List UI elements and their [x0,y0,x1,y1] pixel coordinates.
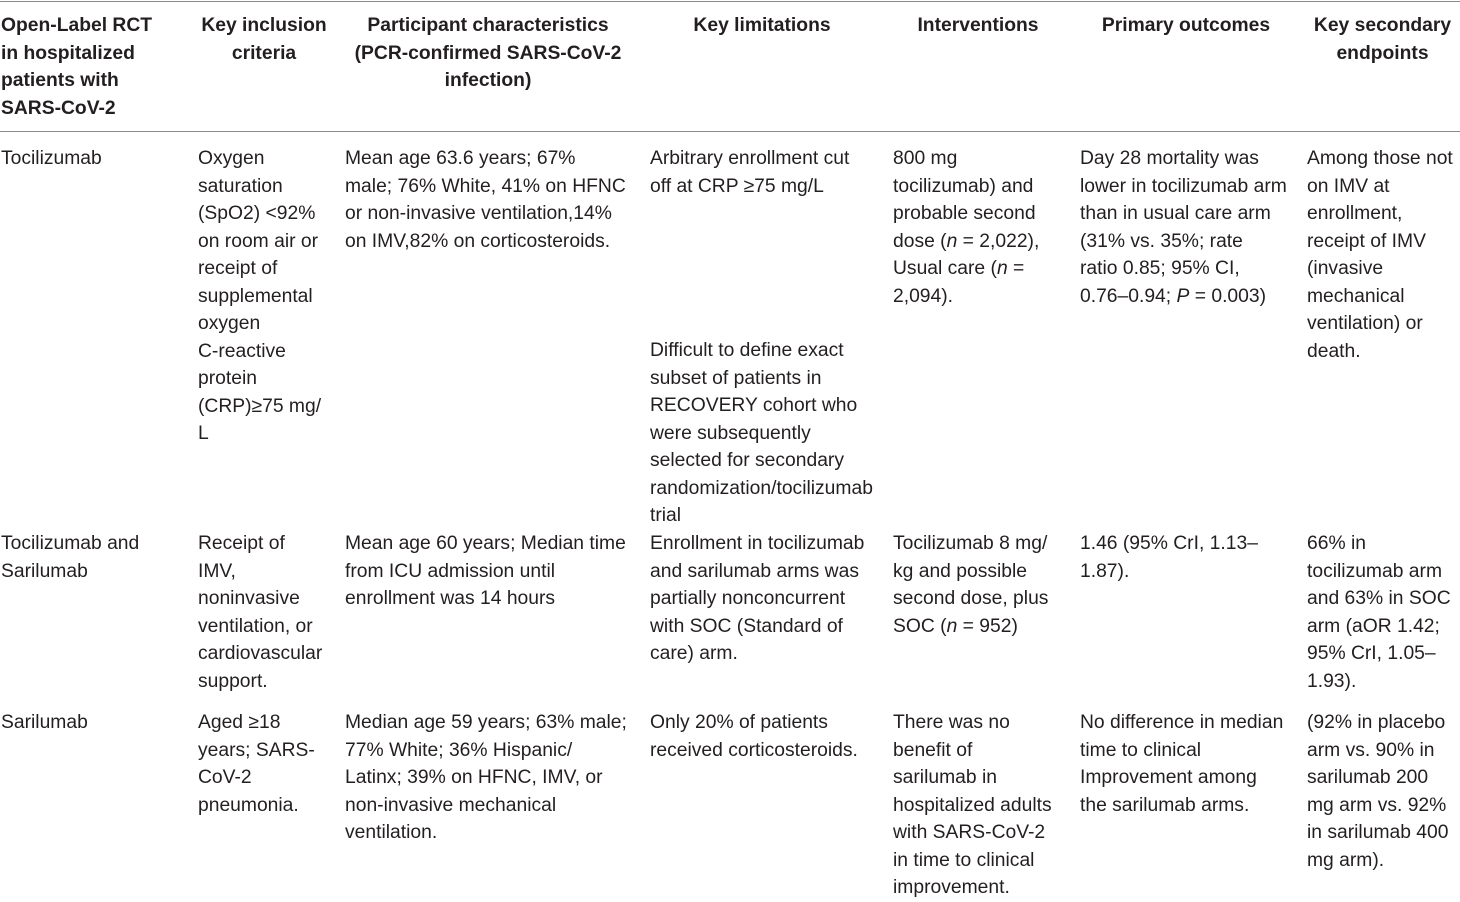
header-primary-outcomes: Primary outcomes [1101,15,1271,36]
header-characteristics: Participant characteristics (PCR-confirmed SARS-CoV-2 infection) [354,15,622,91]
row3-trial: Sarilumab [1,712,88,733]
row3-interventions: There was no benefit of sarilumab in hospitalized adults with SARS-CoV-2 in time to clinical improvement. [893,712,1052,898]
row2-limitations: Enrollment in tocilizumab and sarilumab arms was partially nonconcurrent with SOC (Standard of care) arm. [650,533,865,664]
row2-inclusion: Receipt of IMV, noninvasive ventilation, or cardiovascular support. [198,533,323,692]
row1-limitations-1: Arbitrary enrollment cut off at CRP ≥75 mg/L [650,148,850,197]
row3-primary-outcome: No difference in median time to clinical Improvement among the sarilumab arms. [1080,712,1284,816]
table-top-rule [0,1,1460,2]
row2-primary-outcome: 1.46 (95% CrI, 1.13– 1.87). [1080,533,1258,582]
row2-characteristics: Mean age 60 years; Median time from ICU admission until enrollment was 14 hours [345,533,626,609]
header-limitations: Key limitations [693,15,831,36]
header-secondary-endpoints: Key secondary endpoints [1313,15,1452,64]
header-bottom-rule [0,131,1460,132]
row1-secondary-endpoint: Among those not on IMV at enrollment, receipt of IMV (invasive mechanical ventilation) or death. [1307,148,1453,362]
header-trial: Open-Label RCT in hospitalized patients with SARS-CoV-2 [1,15,153,119]
row3-limitations: Only 20% of patients received corticosteroids. [650,712,858,761]
row2-interventions: Tocilizumab 8 mg/ kg and possible second dose, plus SOC (n = 952) [893,533,1049,637]
row3-secondary-endpoint: (92% in placebo arm vs. 90% in sarilumab 200 mg arm vs. 92% in sarilumab 400 mg arm). [1307,712,1449,871]
row1-primary-outcome: Day 28 mortality was lower in tocilizumab arm than in usual care arm (31% vs. 35%; rate ratio 0.85; 95% CI, 0.76–0.94; P = 0.003) [1080,148,1287,307]
row1-limitations-2: Difficult to define exact subset of patients in RECOVERY cohort who were subsequently selected for secondary randomization/tocilizumab trial [650,340,873,526]
row1-characteristics: Mean age 63.6 years; 67% male; 76% White, 41% on HFNC or non-invasive ventilation,14% on IMV,82% on corticosteroids. [345,148,626,252]
row2-secondary-endpoint: 66% in tocilizumab arm and 63% in SOC arm (aOR 1.42; 95% CrI, 1.05– 1.93). [1307,533,1451,692]
header-interventions: Interventions [917,15,1039,36]
header-inclusion: Key inclusion criteria [201,15,327,64]
row3-inclusion: Aged ≥18 years; SARS- CoV-2 pneumonia. [198,712,315,816]
row3-characteristics: Median age 59 years; 63% male; 77% White; 36% Hispanic/ Latinx; 39% on HFNC, IMV, or non-invasive mechanical ventilation. [345,712,627,843]
row1-inclusion: Oxygen saturation (SpO2) <92% on room air or receipt of supplemental oxygen C-reactive protein (CRP)≥75 mg/ L [198,148,322,444]
row2-trial: Tocilizumab and Sarilumab [1,533,140,582]
row1-interventions: 800 mg tocilizumab) and probable second dose (n = 2,022), Usual care (n = 2,094). [893,148,1040,307]
row1-trial: Tocilizumab [1,148,102,169]
